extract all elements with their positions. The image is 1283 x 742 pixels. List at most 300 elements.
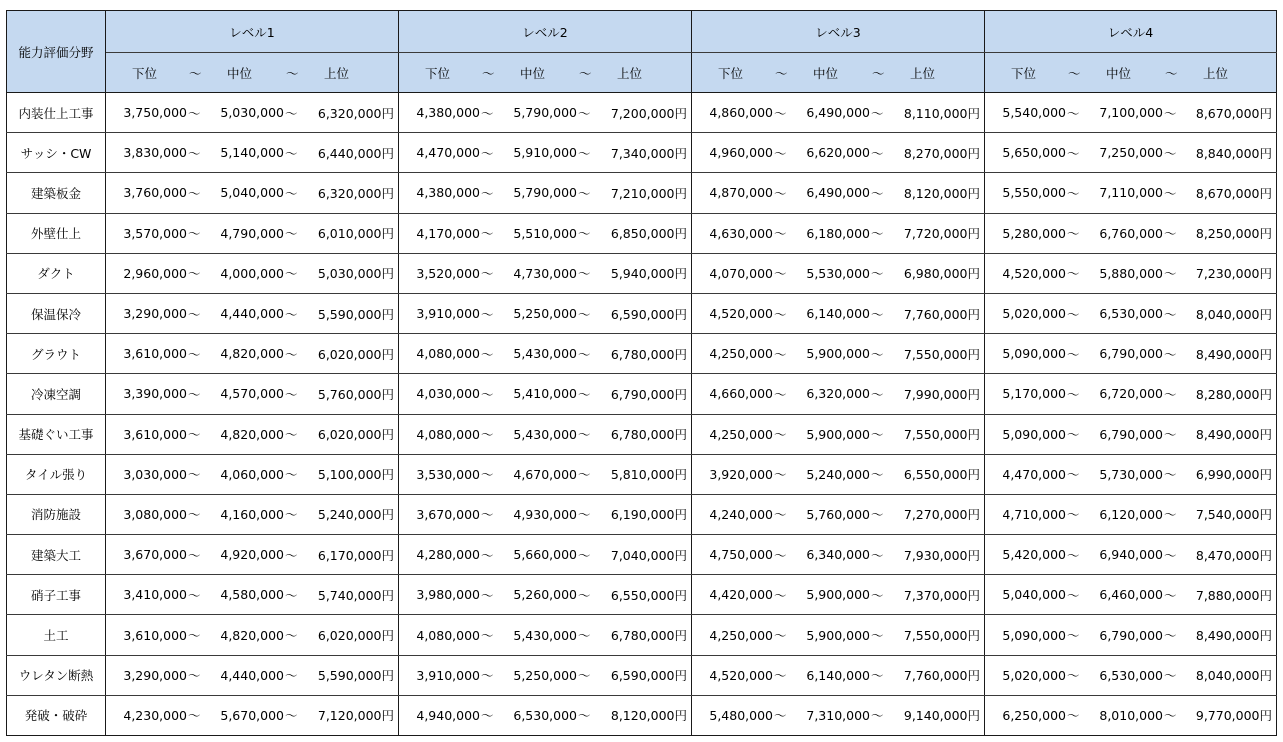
range-tilde: 〜 <box>578 145 591 161</box>
range-tilde: 〜 <box>481 306 494 322</box>
salary-range-cell <box>692 454 985 494</box>
salary-low-value: 5,040,000 <box>1002 587 1066 603</box>
salary-low-value: 3,910,000 <box>416 667 480 683</box>
table-row <box>7 213 1277 253</box>
range-tilde: 〜 <box>188 346 201 362</box>
table-row <box>7 173 1277 213</box>
sub-header-mid: 中位 <box>227 65 253 81</box>
salary-mid-value: 4,440,000 <box>220 306 284 322</box>
range-tilde: 〜 <box>481 266 494 282</box>
salary-range-cell <box>399 293 692 333</box>
salary-low-value: 4,250,000 <box>709 627 773 643</box>
salary-high-value: 7,550,000円 <box>903 346 980 362</box>
range-tilde: 〜 <box>774 628 787 644</box>
range-tilde: 〜 <box>285 105 298 121</box>
salary-high-value: 6,980,000円 <box>903 266 980 282</box>
range-tilde: 〜 <box>871 226 884 242</box>
salary-range-cell <box>106 655 399 695</box>
range-tilde: 〜 <box>1067 346 1080 362</box>
salary-range-cell <box>985 575 1277 615</box>
salary-range-cell <box>399 454 692 494</box>
table-row <box>7 133 1277 173</box>
salary-range-cell <box>399 655 692 695</box>
salary-high-value: 7,210,000円 <box>610 185 687 201</box>
range-tilde: 〜 <box>871 708 884 724</box>
range-tilde: 〜 <box>774 668 787 684</box>
salary-range-cell <box>106 93 399 133</box>
table-row <box>7 93 1277 133</box>
category-header: 能力評価分野 <box>7 11 106 93</box>
salary-low-value: 4,250,000 <box>709 426 773 442</box>
sub-header-tilde: 〜 <box>579 65 592 81</box>
salary-low-value: 3,920,000 <box>709 466 773 482</box>
row-category-name: 発破・破砕 <box>7 695 106 735</box>
salary-mid-value: 4,920,000 <box>220 547 284 563</box>
salary-mid-value: 6,760,000 <box>1099 225 1163 241</box>
sub-header-tilde: 〜 <box>189 65 202 81</box>
range-tilde: 〜 <box>578 587 591 603</box>
range-tilde: 〜 <box>285 427 298 443</box>
range-tilde: 〜 <box>774 427 787 443</box>
salary-mid-value: 6,490,000 <box>806 185 870 201</box>
sub-header-cell <box>399 53 692 93</box>
salary-mid-value: 5,880,000 <box>1099 265 1163 281</box>
range-tilde: 〜 <box>481 467 494 483</box>
salary-high-value: 8,490,000円 <box>1195 427 1272 443</box>
salary-low-value: 4,520,000 <box>1002 265 1066 281</box>
salary-range-cell <box>692 173 985 213</box>
salary-mid-value: 5,910,000 <box>513 145 577 161</box>
salary-high-value: 6,010,000円 <box>317 226 394 242</box>
row-category-name: 建築板金 <box>7 173 106 213</box>
range-tilde: 〜 <box>774 306 787 322</box>
range-tilde: 〜 <box>871 668 884 684</box>
salary-range-cell <box>106 695 399 735</box>
salary-high-value: 7,720,000円 <box>903 226 980 242</box>
salary-range-cell <box>985 655 1277 695</box>
salary-mid-value: 4,820,000 <box>220 346 284 362</box>
salary-mid-value: 5,040,000 <box>220 185 284 201</box>
salary-range-cell <box>692 374 985 414</box>
range-tilde: 〜 <box>871 266 884 282</box>
salary-range-cell <box>399 615 692 655</box>
salary-low-value: 4,250,000 <box>709 346 773 362</box>
range-tilde: 〜 <box>1067 266 1080 282</box>
row-category-name: タイル張り <box>7 454 106 494</box>
salary-range-cell <box>985 535 1277 575</box>
range-tilde: 〜 <box>1164 587 1177 603</box>
salary-range-cell <box>985 213 1277 253</box>
salary-high-value: 5,590,000円 <box>317 306 394 322</box>
range-tilde: 〜 <box>1067 306 1080 322</box>
range-tilde: 〜 <box>578 547 591 563</box>
salary-high-value: 6,780,000円 <box>610 628 687 644</box>
salary-high-value: 8,490,000円 <box>1195 628 1272 644</box>
salary-mid-value: 4,440,000 <box>220 667 284 683</box>
range-tilde: 〜 <box>871 346 884 362</box>
range-tilde: 〜 <box>1164 266 1177 282</box>
salary-range-cell <box>692 93 985 133</box>
salary-low-value: 3,080,000 <box>123 506 187 522</box>
range-tilde: 〜 <box>774 346 787 362</box>
range-tilde: 〜 <box>1164 346 1177 362</box>
salary-range-cell <box>985 414 1277 454</box>
row-category-name: 基礎ぐい工事 <box>7 414 106 454</box>
salary-mid-value: 6,940,000 <box>1099 547 1163 563</box>
salary-high-value: 6,440,000円 <box>317 145 394 161</box>
row-category-name: 硝子工事 <box>7 575 106 615</box>
salary-range-cell <box>985 615 1277 655</box>
range-tilde: 〜 <box>285 306 298 322</box>
salary-mid-value: 8,010,000 <box>1099 707 1163 723</box>
salary-mid-value: 6,620,000 <box>806 145 870 161</box>
salary-mid-value: 4,060,000 <box>220 466 284 482</box>
salary-low-value: 4,230,000 <box>123 707 187 723</box>
row-category-name: 土工 <box>7 615 106 655</box>
sub-header-cell <box>692 53 985 93</box>
range-tilde: 〜 <box>774 386 787 402</box>
salary-high-value: 8,040,000円 <box>1195 306 1272 322</box>
salary-mid-value: 5,030,000 <box>220 105 284 121</box>
salary-high-value: 8,120,000円 <box>610 708 687 724</box>
range-tilde: 〜 <box>578 226 591 242</box>
row-category-name: ダクト <box>7 253 106 293</box>
salary-low-value: 5,420,000 <box>1002 547 1066 563</box>
salary-mid-value: 4,570,000 <box>220 386 284 402</box>
salary-range-cell <box>399 695 692 735</box>
range-tilde: 〜 <box>188 226 201 242</box>
table-row <box>7 695 1277 735</box>
range-tilde: 〜 <box>188 467 201 483</box>
sub-header-tilde: 〜 <box>482 65 495 81</box>
range-tilde: 〜 <box>285 708 298 724</box>
salary-high-value: 5,100,000円 <box>317 467 394 483</box>
salary-high-value: 6,170,000円 <box>317 547 394 563</box>
salary-mid-value: 5,790,000 <box>513 185 577 201</box>
salary-range-cell <box>399 494 692 534</box>
range-tilde: 〜 <box>578 306 591 322</box>
range-tilde: 〜 <box>774 145 787 161</box>
salary-low-value: 3,290,000 <box>123 306 187 322</box>
salary-high-value: 6,780,000円 <box>610 346 687 362</box>
salary-range-cell <box>985 374 1277 414</box>
salary-range-cell <box>692 293 985 333</box>
range-tilde: 〜 <box>1067 386 1080 402</box>
salary-mid-value: 5,730,000 <box>1099 466 1163 482</box>
salary-low-value: 4,240,000 <box>709 506 773 522</box>
salary-low-value: 3,530,000 <box>416 466 480 482</box>
salary-low-value: 4,380,000 <box>416 185 480 201</box>
sub-header-row <box>7 53 1277 93</box>
salary-mid-value: 4,820,000 <box>220 627 284 643</box>
salary-range-cell <box>985 334 1277 374</box>
salary-low-value: 3,910,000 <box>416 306 480 322</box>
salary-mid-value: 6,140,000 <box>806 306 870 322</box>
range-tilde: 〜 <box>871 306 884 322</box>
salary-range-cell <box>399 93 692 133</box>
range-tilde: 〜 <box>1067 507 1080 523</box>
range-tilde: 〜 <box>188 427 201 443</box>
salary-high-value: 7,880,000円 <box>1195 587 1272 603</box>
salary-mid-value: 5,250,000 <box>513 667 577 683</box>
range-tilde: 〜 <box>1067 628 1080 644</box>
salary-mid-value: 6,790,000 <box>1099 426 1163 442</box>
salary-mid-value: 5,900,000 <box>806 627 870 643</box>
range-tilde: 〜 <box>578 427 591 443</box>
salary-high-value: 8,250,000円 <box>1195 226 1272 242</box>
salary-low-value: 4,860,000 <box>709 105 773 121</box>
range-tilde: 〜 <box>1067 547 1080 563</box>
salary-range-cell <box>985 93 1277 133</box>
range-tilde: 〜 <box>1164 547 1177 563</box>
salary-mid-value: 4,670,000 <box>513 466 577 482</box>
range-tilde: 〜 <box>774 587 787 603</box>
salary-high-value: 7,990,000円 <box>903 386 980 402</box>
salary-high-value: 5,940,000円 <box>610 266 687 282</box>
range-tilde: 〜 <box>1164 708 1177 724</box>
salary-high-value: 6,790,000円 <box>610 386 687 402</box>
range-tilde: 〜 <box>578 708 591 724</box>
range-tilde: 〜 <box>578 185 591 201</box>
range-tilde: 〜 <box>871 507 884 523</box>
salary-mid-value: 7,250,000 <box>1099 145 1163 161</box>
salary-mid-value: 6,460,000 <box>1099 587 1163 603</box>
salary-range-cell <box>106 374 399 414</box>
salary-low-value: 4,080,000 <box>416 426 480 442</box>
table-row <box>7 535 1277 575</box>
salary-range-cell <box>692 494 985 534</box>
salary-mid-value: 6,530,000 <box>1099 667 1163 683</box>
salary-high-value: 8,470,000円 <box>1195 547 1272 563</box>
range-tilde: 〜 <box>285 266 298 282</box>
salary-high-value: 5,590,000円 <box>317 668 394 684</box>
salary-high-value: 7,760,000円 <box>903 668 980 684</box>
salary-mid-value: 5,660,000 <box>513 547 577 563</box>
table-body <box>7 93 1277 736</box>
salary-low-value: 4,170,000 <box>416 225 480 241</box>
salary-range-cell <box>106 494 399 534</box>
salary-high-value: 6,550,000円 <box>610 587 687 603</box>
row-category-name: グラウト <box>7 334 106 374</box>
salary-low-value: 3,030,000 <box>123 466 187 482</box>
range-tilde: 〜 <box>871 587 884 603</box>
range-tilde: 〜 <box>774 266 787 282</box>
range-tilde: 〜 <box>871 628 884 644</box>
salary-low-value: 3,760,000 <box>123 185 187 201</box>
range-tilde: 〜 <box>285 467 298 483</box>
salary-high-value: 5,030,000円 <box>317 266 394 282</box>
salary-low-value: 4,940,000 <box>416 707 480 723</box>
salary-high-value: 7,550,000円 <box>903 427 980 443</box>
salary-range-cell <box>399 535 692 575</box>
level-header: レベル3 <box>692 11 985 53</box>
salary-high-value: 8,280,000円 <box>1195 386 1272 402</box>
range-tilde: 〜 <box>481 346 494 362</box>
salary-low-value: 5,550,000 <box>1002 185 1066 201</box>
salary-low-value: 4,870,000 <box>709 185 773 201</box>
sub-header-tilde: 〜 <box>286 65 299 81</box>
range-tilde: 〜 <box>1164 226 1177 242</box>
salary-mid-value: 7,100,000 <box>1099 105 1163 121</box>
salary-range-cell <box>692 535 985 575</box>
range-tilde: 〜 <box>481 507 494 523</box>
salary-mid-value: 5,900,000 <box>806 587 870 603</box>
sub-header-cell <box>106 53 399 93</box>
salary-range-cell <box>399 414 692 454</box>
salary-low-value: 4,080,000 <box>416 346 480 362</box>
salary-mid-value: 7,110,000 <box>1099 185 1163 201</box>
range-tilde: 〜 <box>871 145 884 161</box>
salary-range-cell <box>106 414 399 454</box>
salary-range-cell <box>106 575 399 615</box>
range-tilde: 〜 <box>1164 306 1177 322</box>
salary-high-value: 8,490,000円 <box>1195 346 1272 362</box>
range-tilde: 〜 <box>578 668 591 684</box>
salary-mid-value: 6,490,000 <box>806 105 870 121</box>
range-tilde: 〜 <box>1164 105 1177 121</box>
salary-high-value: 6,590,000円 <box>610 306 687 322</box>
salary-low-value: 3,670,000 <box>416 506 480 522</box>
range-tilde: 〜 <box>285 668 298 684</box>
range-tilde: 〜 <box>188 105 201 121</box>
row-category-name: 外壁仕上 <box>7 213 106 253</box>
salary-range-cell <box>106 253 399 293</box>
salary-high-value: 6,020,000円 <box>317 346 394 362</box>
salary-high-value: 7,550,000円 <box>903 628 980 644</box>
salary-low-value: 5,480,000 <box>709 707 773 723</box>
range-tilde: 〜 <box>578 105 591 121</box>
salary-low-value: 4,520,000 <box>709 667 773 683</box>
salary-high-value: 7,270,000円 <box>903 507 980 523</box>
range-tilde: 〜 <box>871 185 884 201</box>
salary-mid-value: 6,180,000 <box>806 225 870 241</box>
row-category-name: サッシ・CW <box>7 133 106 173</box>
range-tilde: 〜 <box>1164 145 1177 161</box>
range-tilde: 〜 <box>188 185 201 201</box>
salary-low-value: 4,750,000 <box>709 547 773 563</box>
salary-low-value: 5,170,000 <box>1002 386 1066 402</box>
range-tilde: 〜 <box>871 105 884 121</box>
salary-low-value: 5,280,000 <box>1002 225 1066 241</box>
salary-low-value: 3,610,000 <box>123 426 187 442</box>
level-header: レベル2 <box>399 11 692 53</box>
row-category-name: ウレタン断熱 <box>7 655 106 695</box>
salary-mid-value: 5,430,000 <box>513 346 577 362</box>
salary-high-value: 5,740,000円 <box>317 587 394 603</box>
salary-low-value: 6,250,000 <box>1002 707 1066 723</box>
range-tilde: 〜 <box>188 708 201 724</box>
salary-high-value: 6,020,000円 <box>317 628 394 644</box>
range-tilde: 〜 <box>481 708 494 724</box>
sub-header-tilde: 〜 <box>872 65 885 81</box>
salary-range-cell <box>985 293 1277 333</box>
salary-high-value: 6,850,000円 <box>610 226 687 242</box>
salary-mid-value: 6,790,000 <box>1099 346 1163 362</box>
salary-low-value: 4,070,000 <box>709 265 773 281</box>
salary-range-cell <box>106 615 399 655</box>
salary-range-cell <box>399 253 692 293</box>
salary-high-value: 6,020,000円 <box>317 427 394 443</box>
range-tilde: 〜 <box>1164 507 1177 523</box>
salary-high-value: 7,930,000円 <box>903 547 980 563</box>
range-tilde: 〜 <box>871 547 884 563</box>
salary-mid-value: 6,790,000 <box>1099 627 1163 643</box>
range-tilde: 〜 <box>481 185 494 201</box>
salary-high-value: 6,780,000円 <box>610 427 687 443</box>
salary-table <box>6 10 1277 736</box>
salary-range-cell <box>106 334 399 374</box>
sub-header-high: 上位 <box>910 65 936 81</box>
range-tilde: 〜 <box>774 467 787 483</box>
salary-mid-value: 4,730,000 <box>513 265 577 281</box>
salary-range-cell <box>985 173 1277 213</box>
level-header: レベル4 <box>985 11 1277 53</box>
range-tilde: 〜 <box>1067 587 1080 603</box>
salary-mid-value: 4,820,000 <box>220 426 284 442</box>
salary-mid-value: 5,250,000 <box>513 306 577 322</box>
salary-range-cell <box>106 293 399 333</box>
range-tilde: 〜 <box>578 628 591 644</box>
salary-low-value: 4,660,000 <box>709 386 773 402</box>
salary-low-value: 4,630,000 <box>709 225 773 241</box>
sub-header-high: 上位 <box>1203 65 1229 81</box>
range-tilde: 〜 <box>774 105 787 121</box>
salary-high-value: 6,590,000円 <box>610 668 687 684</box>
table-row <box>7 293 1277 333</box>
salary-mid-value: 6,320,000 <box>806 386 870 402</box>
salary-low-value: 3,520,000 <box>416 265 480 281</box>
salary-range-cell <box>985 133 1277 173</box>
salary-mid-value: 6,530,000 <box>1099 306 1163 322</box>
salary-range-cell <box>106 454 399 494</box>
salary-range-cell <box>985 494 1277 534</box>
table-row <box>7 494 1277 534</box>
range-tilde: 〜 <box>578 467 591 483</box>
range-tilde: 〜 <box>1164 668 1177 684</box>
salary-mid-value: 4,160,000 <box>220 506 284 522</box>
table-row <box>7 414 1277 454</box>
sub-header-tilde: 〜 <box>1165 65 1178 81</box>
salary-range-cell <box>399 334 692 374</box>
range-tilde: 〜 <box>871 386 884 402</box>
range-tilde: 〜 <box>481 427 494 443</box>
salary-mid-value: 4,000,000 <box>220 265 284 281</box>
row-category-name: 保温保冷 <box>7 293 106 333</box>
sub-header-high: 上位 <box>324 65 350 81</box>
range-tilde: 〜 <box>1067 105 1080 121</box>
salary-mid-value: 5,410,000 <box>513 386 577 402</box>
range-tilde: 〜 <box>188 547 201 563</box>
salary-mid-value: 5,430,000 <box>513 627 577 643</box>
salary-range-cell <box>692 334 985 374</box>
range-tilde: 〜 <box>578 346 591 362</box>
range-tilde: 〜 <box>285 547 298 563</box>
salary-range-cell <box>399 575 692 615</box>
salary-high-value: 5,810,000円 <box>610 467 687 483</box>
salary-high-value: 6,990,000円 <box>1195 467 1272 483</box>
table-row <box>7 374 1277 414</box>
salary-low-value: 3,410,000 <box>123 587 187 603</box>
range-tilde: 〜 <box>188 587 201 603</box>
range-tilde: 〜 <box>774 185 787 201</box>
salary-range-cell <box>985 253 1277 293</box>
range-tilde: 〜 <box>188 266 201 282</box>
table-row <box>7 655 1277 695</box>
salary-low-value: 5,090,000 <box>1002 627 1066 643</box>
salary-high-value: 8,270,000円 <box>903 145 980 161</box>
salary-low-value: 3,750,000 <box>123 105 187 121</box>
salary-low-value: 4,380,000 <box>416 105 480 121</box>
